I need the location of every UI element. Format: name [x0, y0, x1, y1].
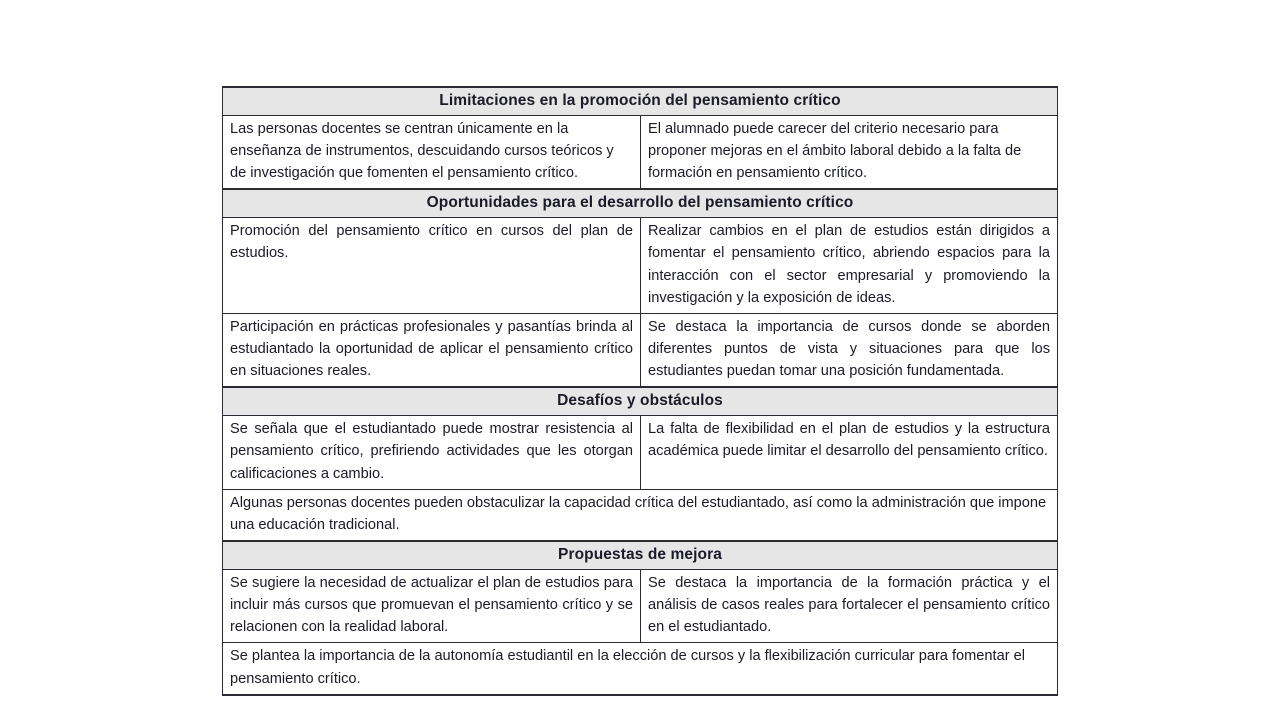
section-header-oportunidades: Oportunidades para el desarrollo del pensamiento crítico — [223, 189, 1058, 217]
cell-text: Realizar cambios en el plan de estudios están dirigidos a fomentar el pensamiento crítico, abriendo espacios para la interacción con el sector empresarial y promoviendo la investigación y la exposición de ideas. — [648, 223, 1050, 306]
table-cell — [223, 569, 641, 643]
section-header-propuestas: Propuestas de mejora — [223, 541, 1058, 569]
table-row — [223, 643, 1058, 695]
cell-text: Algunas personas docentes pueden obstaculizar la capacidad crítica del estudiantado, así como la administración que impone una educación tradicional. — [230, 494, 1047, 533]
table-row — [223, 489, 1058, 541]
cell-text: Promoción del pensamiento crítico en cursos del plan de estudios. — [230, 223, 633, 262]
table-cell — [641, 218, 1058, 314]
section-header-row — [223, 387, 1058, 415]
section-header-desafios: Desafíos y obstáculos — [223, 387, 1058, 415]
table-row — [223, 218, 1058, 314]
table-row — [223, 569, 1058, 643]
table-cell — [223, 416, 641, 490]
cell-text: Se sugiere la necesidad de actualizar el plan de estudios para incluir más cursos que promuevan el pensamiento crítico y se relacionen con la realidad laboral. — [230, 574, 633, 636]
table-cell — [223, 643, 1058, 695]
table-container — [222, 86, 1057, 696]
cell-text: Se destaca la importancia de la formación práctica y el análisis de casos reales para fortalecer el pensamiento crítico en el estudiantado. — [648, 574, 1050, 636]
cell-text: Se destaca la importancia de cursos donde se aborden diferentes puntos de vista y situaciones para que los estudiantes puedan tomar una posición fundamentada. — [648, 318, 1050, 380]
section-header-row — [223, 87, 1058, 115]
table-row — [223, 115, 1058, 189]
table-cell — [223, 218, 641, 314]
table-row — [223, 416, 1058, 490]
section-header-row — [223, 189, 1058, 217]
cell-text: Participación en prácticas profesionales y pasantías brinda al estudiantado la oportunidad de aplicar el pensamiento crítico en situaciones reales. — [230, 318, 633, 380]
cell-text: Se plantea la importancia de la autonomía estudiantil en la elección de cursos y la flexibilización curricular para fomentar el pensamiento crítico. — [230, 648, 1025, 687]
table-row — [223, 313, 1058, 387]
table-cell — [223, 115, 641, 189]
analysis-matrix-table — [222, 86, 1058, 696]
cell-text: El alumnado puede carecer del criterio necesario para proponer mejoras en el ámbito laboral debido a la falta de formación en pensamiento crítico. — [648, 120, 1022, 182]
section-header-limitaciones: Limitaciones en la promoción del pensamiento crítico — [223, 87, 1058, 115]
table-cell — [641, 313, 1058, 387]
cell-text: Las personas docentes se centran únicamente en la enseñanza de instrumentos, descuidando cursos teóricos y de investigación que fomenten el pensamiento crítico. — [230, 120, 614, 182]
section-header-row — [223, 541, 1058, 569]
cell-text: La falta de flexibilidad en el plan de estudios y la estructura académica puede limitar el desarrollo del pensamiento crítico. — [648, 421, 1050, 460]
table-cell — [641, 569, 1058, 643]
table-cell — [641, 115, 1058, 189]
table-cell — [641, 416, 1058, 490]
table-body — [223, 87, 1058, 695]
table-cell — [223, 489, 1058, 541]
table-cell — [223, 313, 641, 387]
cell-text: Se señala que el estudiantado puede mostrar resistencia al pensamiento crítico, prefiriendo actividades que les otorgan calificaciones a cambio. — [230, 421, 633, 482]
